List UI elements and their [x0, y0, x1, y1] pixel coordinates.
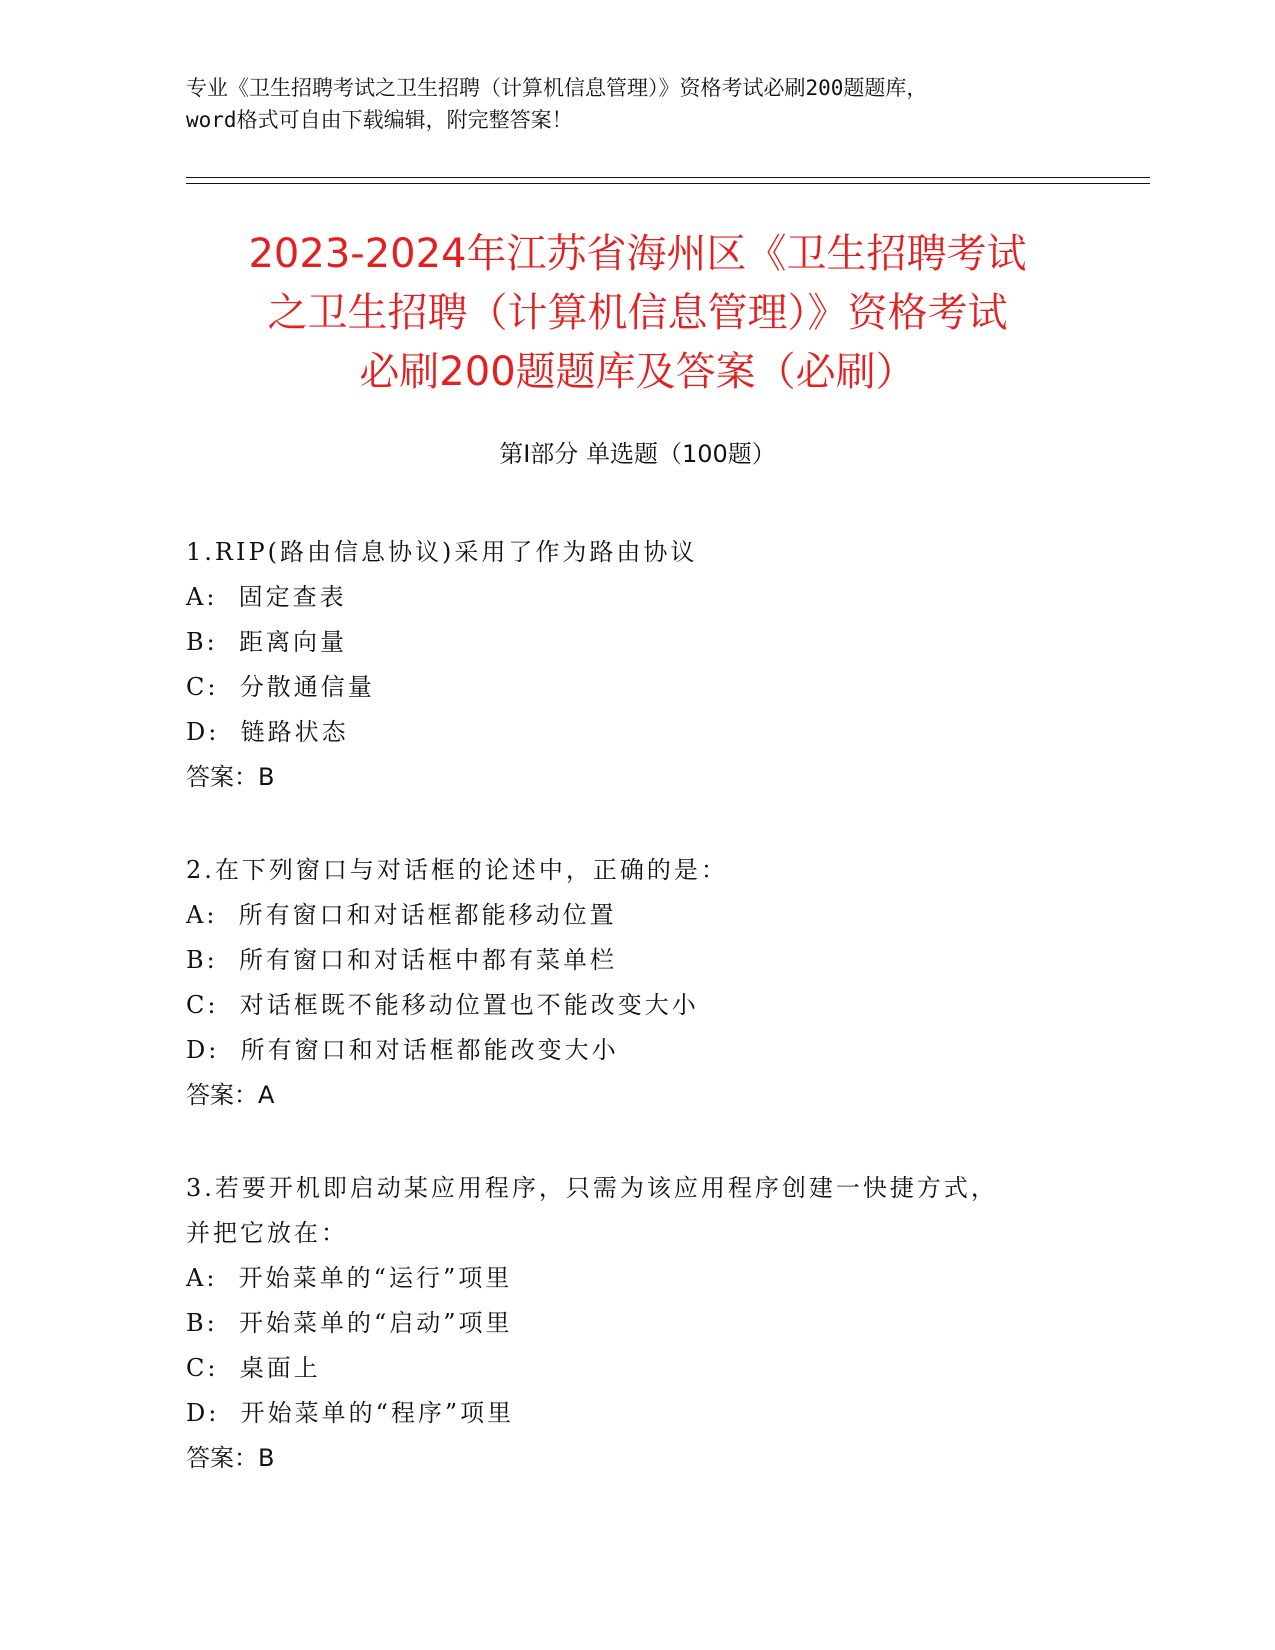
- answer: 答案：B: [186, 1444, 275, 1472]
- question-stem: 2.在下列窗口与对话框的论述中，正确的是：: [186, 856, 728, 884]
- intro-text: [186, 72, 1086, 136]
- title-line-3: 必刷200题题库及答案（必刷）: [359, 349, 916, 395]
- option-a: A: 所有窗口和对话框都能移动位置: [186, 901, 617, 929]
- document-title: [160, 225, 1115, 402]
- answer: 答案：B: [186, 763, 275, 791]
- question-2: [186, 848, 1086, 1118]
- intro-line-2: word格式可自由下载编辑，附完整答案！: [186, 108, 573, 132]
- option-b: B: 开始菜单的“启动”项里: [186, 1309, 513, 1337]
- option-d: D: 开始菜单的“程序”项里: [186, 1399, 515, 1427]
- title-line-1: 2023-2024年江苏省海州区《卫生招聘考试: [248, 231, 1027, 277]
- question-3: [186, 1166, 1086, 1481]
- question-list: [186, 530, 1086, 1529]
- option-a: A: 固定查表: [186, 583, 347, 611]
- section-title: 第Ⅰ部分 单选题（100题）: [499, 440, 776, 468]
- option-a: A: 开始菜单的“运行”项里: [186, 1264, 513, 1292]
- option-b: B: 所有窗口和对话框中都有菜单栏: [186, 946, 617, 974]
- answer: 答案：A: [186, 1081, 275, 1109]
- option-c: C: 分散通信量: [186, 673, 375, 701]
- divider-top: [186, 177, 1150, 178]
- question-1: [186, 530, 1086, 800]
- option-d: D: 链路状态: [186, 718, 349, 746]
- option-c: C: 对话框既不能移动位置也不能改变大小: [186, 991, 699, 1019]
- option-b: B: 距离向量: [186, 628, 347, 656]
- divider-bottom: [186, 183, 1150, 184]
- question-stem-continued: 并把它放在：: [186, 1219, 348, 1247]
- question-stem: 1.RIP(路由信息协议)采用了作为路由协议: [186, 538, 698, 566]
- title-line-2: 之卫生招聘（计算机信息管理）》资格考试: [267, 290, 1008, 336]
- option-d: D: 所有窗口和对话框都能改变大小: [186, 1036, 619, 1064]
- question-stem: 3.若要开机即启动某应用程序，只需为该应用程序创建一快捷方式，: [186, 1174, 998, 1202]
- intro-line-1: 专业《卫生招聘考试之卫生招聘（计算机信息管理）》资格考试必刷200题题库，: [186, 76, 928, 100]
- option-c: C: 桌面上: [186, 1354, 321, 1382]
